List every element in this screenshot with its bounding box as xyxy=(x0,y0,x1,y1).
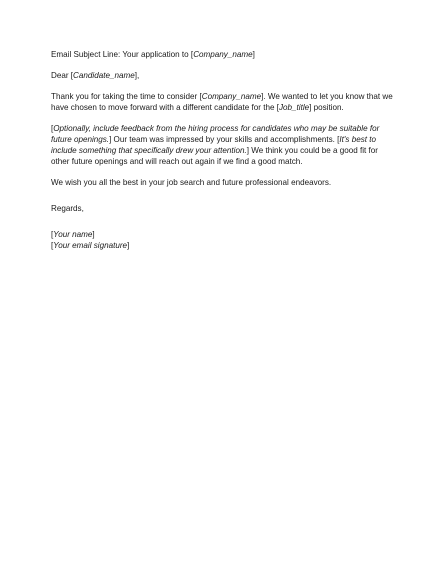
p2-impressed-text: ] Our team was impressed by your skills and accomplishments. [ xyxy=(109,135,340,144)
sig-name-close: ] xyxy=(92,230,95,239)
p1-job-title-placeholder: Job_title xyxy=(278,103,310,112)
greeting-prefix: Dear [ xyxy=(51,71,74,80)
paragraph-1-line-1 xyxy=(51,91,396,102)
letter-document xyxy=(51,49,396,251)
paragraph-1 xyxy=(51,91,396,113)
p1-l2-suffix: ] position. xyxy=(309,103,344,112)
paragraph-2 xyxy=(51,123,396,167)
sig-email-open: [ xyxy=(51,241,54,250)
p2-open-bracket: [ xyxy=(51,124,54,133)
paragraph-2-line-3 xyxy=(51,145,396,156)
sig-email-placeholder: Your email signature xyxy=(53,241,128,250)
paragraph-1-line-2 xyxy=(51,102,396,113)
paragraph-2-line-2 xyxy=(51,134,396,145)
p2-optional-feedback-note: Optionally, include feedback from the hiring process for candidates who may be suitable for xyxy=(53,124,380,133)
signature-name xyxy=(51,229,396,240)
greeting-candidate-placeholder: Candidate_name xyxy=(73,71,135,80)
email-subject-line xyxy=(51,49,396,60)
sig-name-open: [ xyxy=(51,230,54,239)
p2-best-note: It's best to xyxy=(339,135,377,144)
paragraph-3: We wish you all the best in your job search and future professional endeavors. xyxy=(51,178,332,187)
subject-suffix: ] xyxy=(252,50,255,59)
paragraph-2-line-1 xyxy=(51,123,396,134)
sig-email-close: ] xyxy=(127,241,130,250)
p1-l2-prefix: have chosen to move forward with a different candidate for the [ xyxy=(51,103,279,112)
closing: Regards, xyxy=(51,204,84,213)
subject-company-placeholder: Company_name xyxy=(193,50,253,59)
subject-prefix: Email Subject Line: Your application to [ xyxy=(51,50,194,59)
greeting-suffix: ], xyxy=(134,71,140,80)
paragraph-2-line-4: other future openings and will reach out again if we find a good match. xyxy=(51,157,303,166)
p2-attention-note: include something that specifically drew your attention. xyxy=(51,146,247,155)
signature-block xyxy=(51,229,396,251)
p1-l1-suffix: ]. We wanted to let you know that we xyxy=(261,92,393,101)
p1-l1-prefix: Thank you for taking the time to consider [ xyxy=(51,92,202,101)
p1-company-placeholder: Company_name xyxy=(201,92,262,101)
p2-good-fit-text: ] We think you could be a good fit for xyxy=(246,146,378,155)
sig-name-placeholder: Your name xyxy=(53,230,93,239)
signature-email xyxy=(51,240,396,251)
p2-future-openings-note: future openings. xyxy=(51,135,110,144)
greeting xyxy=(51,70,396,81)
